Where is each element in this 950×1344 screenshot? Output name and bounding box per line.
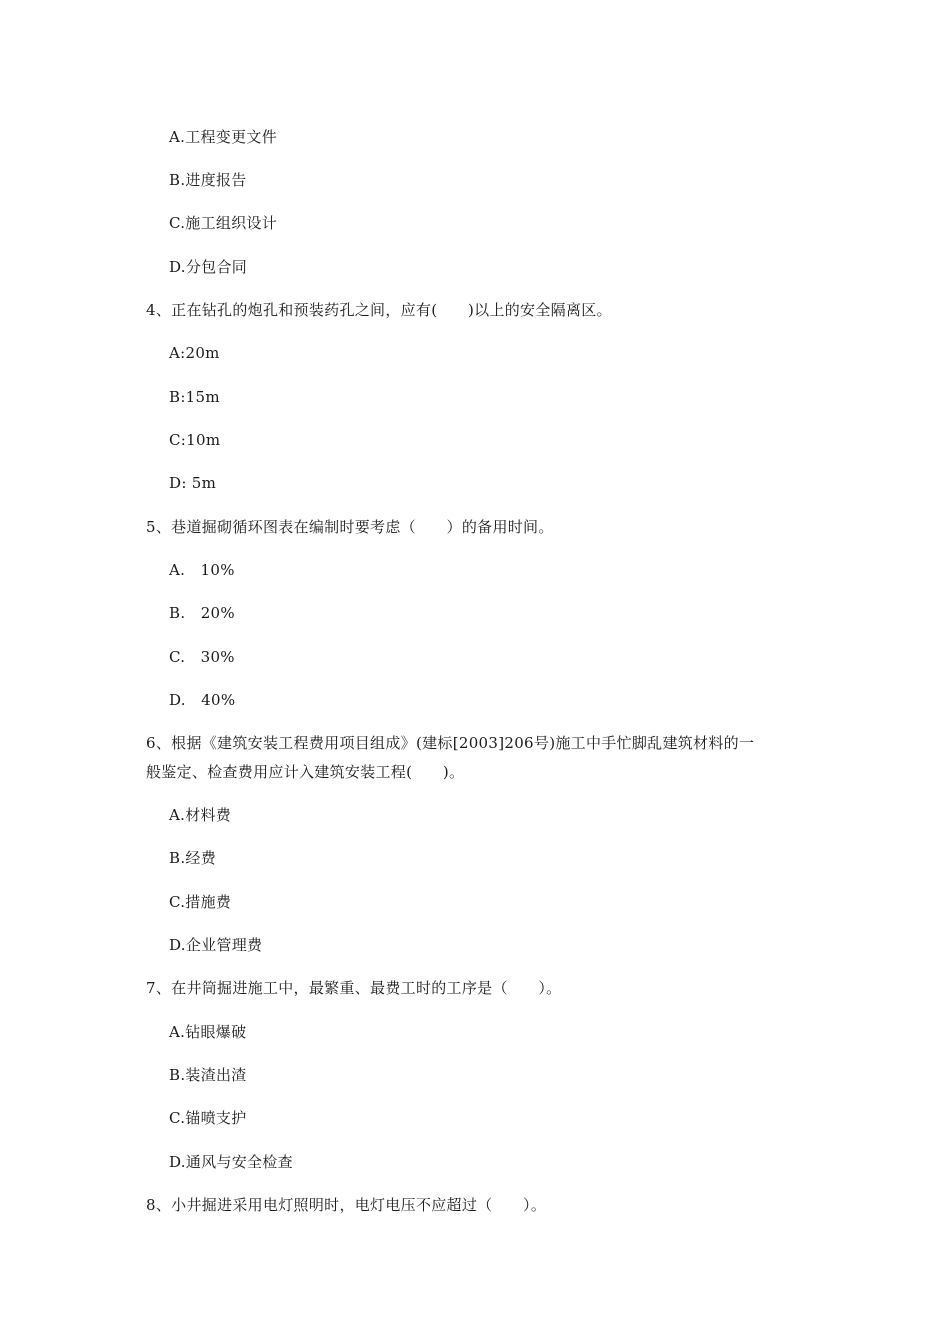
q5-stem: 5、巷道掘砌循环图表在编制时要考虑（ ）的备用时间。 [146, 518, 554, 536]
q6-option-d: D.企业管理费 [169, 936, 263, 954]
q6-stem-line1: 6、根据《建筑安装工程费用项目组成》(建标[2003]206号)施工中手忙脚乱建筑材料的一 [146, 734, 755, 752]
q6-option-a: A.材料费 [169, 806, 232, 824]
q6-option-b: B.经费 [169, 849, 216, 867]
q6-option-c: C.措施费 [169, 893, 232, 911]
q4-option-b: B:15m [169, 388, 220, 406]
q8-stem: 8、小井掘进采用电灯照明时，电灯电压不应超过（ ）。 [146, 1196, 547, 1214]
q3-option-b: B.进度报告 [169, 171, 247, 189]
q7-stem: 7、在井筒掘进施工中，最繁重、最费工时的工序是（ ）。 [146, 979, 562, 997]
q3-option-d: D.分包合同 [169, 258, 248, 276]
q7-option-d: D.通风与安全检查 [169, 1153, 293, 1171]
q5-option-a: A. 10% [169, 561, 235, 579]
q4-option-d: D: 5m [169, 474, 217, 492]
q3-option-a: A.工程变更文件 [169, 128, 278, 146]
q7-option-b: B.装渣出渣 [169, 1066, 247, 1084]
q5-option-c: C. 30% [169, 648, 235, 666]
q5-option-b: B. 20% [169, 604, 235, 622]
q7-option-a: A.钻眼爆破 [169, 1023, 247, 1041]
q4-option-a: A:20m [169, 344, 220, 362]
q4-option-c: C:10m [169, 431, 221, 449]
q4-stem: 4、正在钻孔的炮孔和预装药孔之间，应有( )以上的安全隔离区。 [146, 301, 612, 319]
q6-stem-line2: 般鉴定、检查费用应计入建筑安装工程( )。 [146, 763, 465, 781]
q3-option-c: C.施工组织设计 [169, 214, 278, 232]
q7-option-c: C.锚喷支护 [169, 1109, 247, 1127]
q5-option-d: D. 40% [169, 691, 236, 709]
